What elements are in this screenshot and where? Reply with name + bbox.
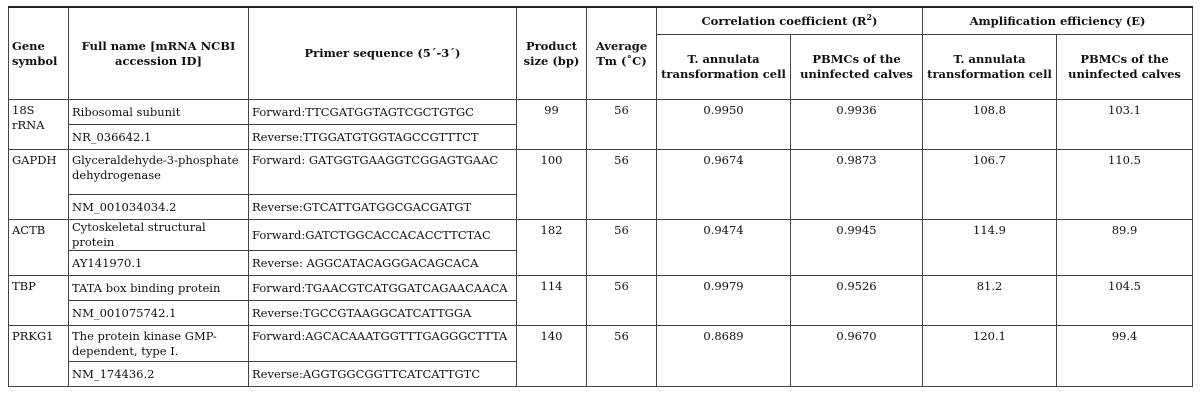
gene-accession: NM_001075742.1 xyxy=(69,301,249,326)
r2-pbmc: 0.9526 xyxy=(791,276,923,326)
header-gene-symbol: Gene symbol xyxy=(9,7,69,100)
e-transformation: 81.2 xyxy=(923,276,1057,326)
header-full-name: Full name [mRNA NCBI accession ID] xyxy=(69,7,249,100)
header-correlation-tail: ) xyxy=(872,13,878,28)
gene-symbol: PRKG1 xyxy=(9,326,69,387)
e-pbmc: 103.1 xyxy=(1057,100,1193,150)
header-average-tm: Average Tm (˚C) xyxy=(587,7,657,100)
subheader-e-transformation: T. annulata transformation cell xyxy=(923,35,1057,100)
average-tm: 56 xyxy=(587,220,657,276)
gene-symbol: TBP xyxy=(9,276,69,326)
header-correlation-sup: 2 xyxy=(866,11,873,22)
gene-symbol: ACTB xyxy=(9,220,69,276)
product-size: 114 xyxy=(517,276,587,326)
header-correlation-group xyxy=(657,7,923,35)
average-tm: 56 xyxy=(587,150,657,220)
header-primer-sequence: Primer sequence (5´-3´) xyxy=(249,7,517,100)
primer-reverse: Reverse: AGGCATACAGGGACAGCACA xyxy=(249,251,517,276)
subheader-r2-transformation: T. annulata transformation cell xyxy=(657,35,791,100)
e-pbmc: 89.9 xyxy=(1057,220,1193,276)
e-pbmc: 110.5 xyxy=(1057,150,1193,220)
primer-reverse: Reverse:AGGTGGCGGTTCATCATTGTC xyxy=(249,362,517,387)
average-tm: 56 xyxy=(587,326,657,387)
gene-accession: NR_036642.1 xyxy=(69,125,249,150)
r2-transformation: 0.8689 xyxy=(657,326,791,387)
r2-transformation: 0.9674 xyxy=(657,150,791,220)
e-transformation: 106.7 xyxy=(923,150,1057,220)
product-size: 100 xyxy=(517,150,587,220)
average-tm: 56 xyxy=(587,100,657,150)
r2-transformation: 0.9979 xyxy=(657,276,791,326)
average-tm: 56 xyxy=(587,276,657,326)
product-size: 99 xyxy=(517,100,587,150)
product-size: 182 xyxy=(517,220,587,276)
primer-forward: Forward:TGAACGTCATGGATCAGAACAACA xyxy=(249,276,517,301)
r2-pbmc: 0.9945 xyxy=(791,220,923,276)
gene-symbol: 18S rRNA xyxy=(9,100,69,150)
e-transformation: 120.1 xyxy=(923,326,1057,387)
e-pbmc: 104.5 xyxy=(1057,276,1193,326)
primer-reverse: Reverse:TGCCGTAAGGCATCATTGGA xyxy=(249,301,517,326)
e-pbmc: 99.4 xyxy=(1057,326,1193,387)
primer-reverse: Reverse:GTCATTGATGGCGACGATGT xyxy=(249,195,517,220)
gene-full-name: TATA box binding protein xyxy=(69,276,249,301)
e-transformation: 108.8 xyxy=(923,100,1057,150)
primer-table xyxy=(8,6,1193,387)
gene-accession: NM_001034034.2 xyxy=(69,195,249,220)
gene-full-name: Cytoskeletal structural protein xyxy=(69,220,249,251)
primer-forward: Forward:GATCTGGCACCACACCTTCTAC xyxy=(249,220,517,251)
e-transformation: 114.9 xyxy=(923,220,1057,276)
r2-transformation: 0.9474 xyxy=(657,220,791,276)
header-correlation-text: Correlation coefficient (R xyxy=(701,13,867,28)
r2-pbmc: 0.9936 xyxy=(791,100,923,150)
primer-table-container xyxy=(8,6,1192,387)
gene-accession: AY141970.1 xyxy=(69,251,249,276)
primer-forward: Forward:AGCACAAATGGTTTGAGGGCTTTA xyxy=(249,326,517,362)
gene-full-name: Ribosomal subunit xyxy=(69,100,249,125)
primer-forward: Forward:TTCGATGGTAGTCGCTGTGC xyxy=(249,100,517,125)
subheader-r2-pbmc: PBMCs of the uninfected calves xyxy=(791,35,923,100)
subheader-e-pbmc: PBMCs of the uninfected calves xyxy=(1057,35,1193,100)
gene-accession: NM_174436.2 xyxy=(69,362,249,387)
r2-pbmc: 0.9670 xyxy=(791,326,923,387)
r2-transformation: 0.9950 xyxy=(657,100,791,150)
gene-full-name: Glyceraldehyde-3-phosphate dehydrogenase xyxy=(69,150,249,195)
product-size: 140 xyxy=(517,326,587,387)
primer-reverse: Reverse:TTGGATGTGGTAGCCGTTTCT xyxy=(249,125,517,150)
gene-symbol: GAPDH xyxy=(9,150,69,220)
gene-full-name: The protein kinase GMP-dependent, type I. xyxy=(69,326,249,362)
header-product-size: Product size (bp) xyxy=(517,7,587,100)
primer-forward: Forward: GATGGTGAAGGTCGGAGTGAAC xyxy=(249,150,517,195)
header-amplification-group: Amplification efficiency (E) xyxy=(923,7,1193,35)
r2-pbmc: 0.9873 xyxy=(791,150,923,220)
